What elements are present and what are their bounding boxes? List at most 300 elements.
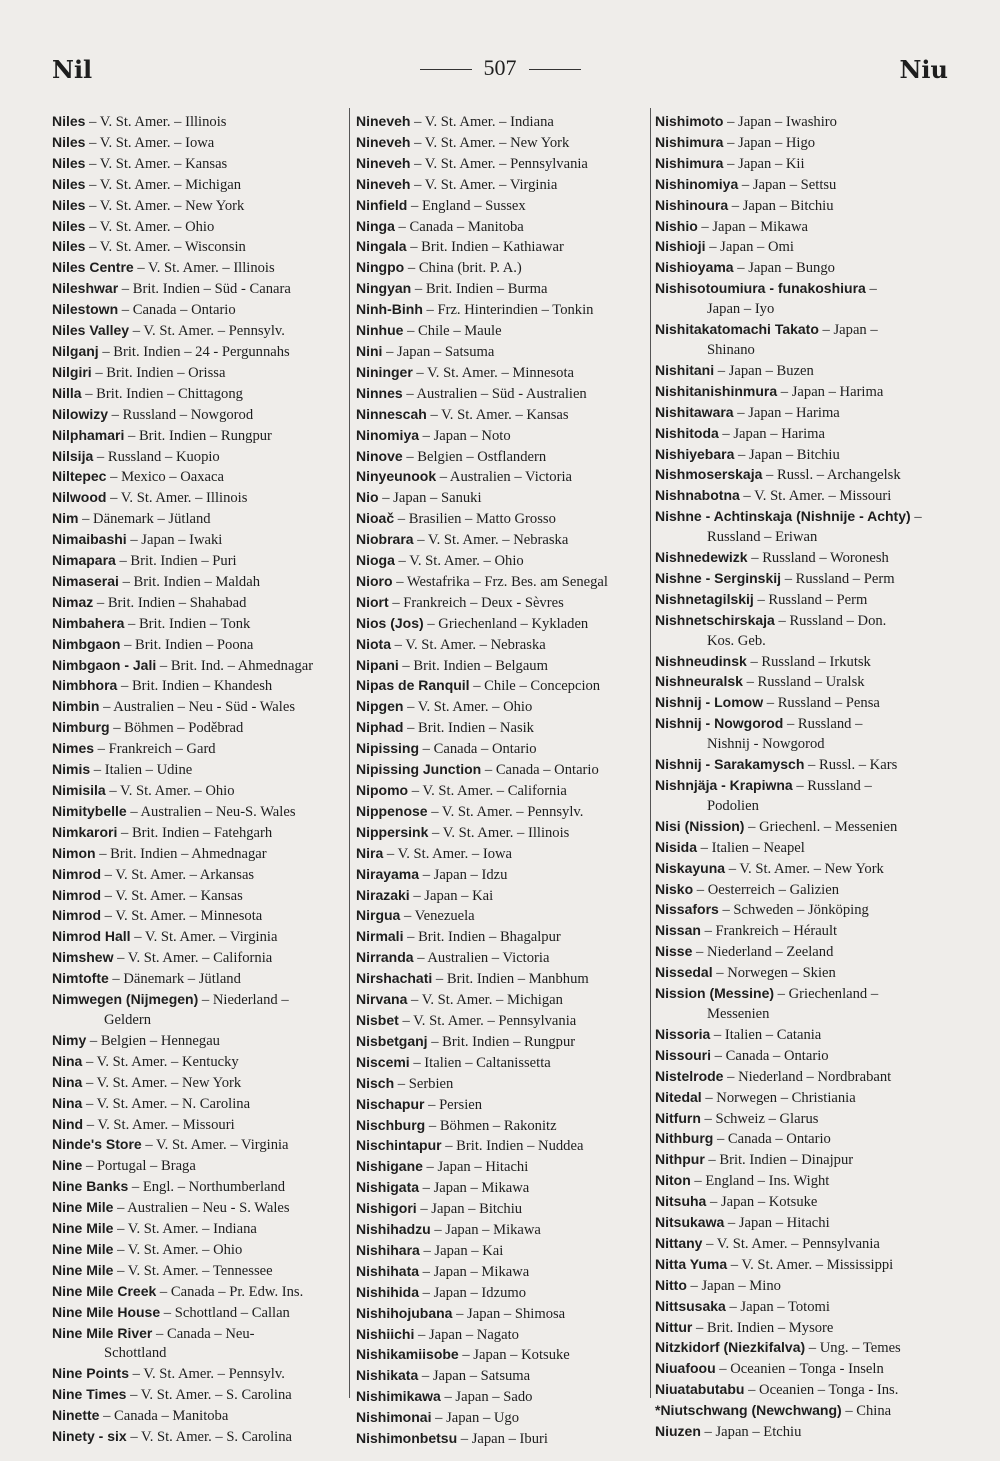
place-location: – Norwegen – Christiania [701,1089,856,1106]
gazetteer-entry [52,196,344,217]
place-location: – Brit. Indien – Tonk [124,615,251,632]
gazetteer-entry [52,405,344,426]
gazetteer-entry [356,1199,646,1220]
place-location: – Japan – Iburi [457,1431,548,1448]
place-name: Nishnetschirskaja [655,611,775,628]
place-location: – Japan – Kai [409,887,494,904]
place-name: Nishne - Achtinskaja (Nishnije - Achty) [655,508,911,525]
place-location: – Japan – Harima [733,404,840,421]
place-name: Nitedal [655,1088,702,1105]
place-name: Nirranda [356,949,414,966]
gazetteer-entry [52,1406,344,1427]
place-name: Nishimura [655,154,724,171]
place-name: Nirshachati [356,970,433,987]
place-location: – Japan – Shimosa [452,1305,566,1322]
place-name: Niskayuna [655,859,726,876]
place-location: – Japan – Hitachi [422,1159,529,1176]
gazetteer-entry [356,237,646,258]
place-name: Nine Mile [52,1220,114,1237]
place-location: – V. St. Amer. – New York [410,134,570,151]
place-location: – Brit. Ind. – Ahmednagar [156,657,314,674]
gazetteer-entry [655,175,950,196]
place-name: Ninfield [356,196,408,213]
place-name: Niles [52,238,86,255]
gazetteer-entry [52,572,344,593]
place-location: – Brit. Indien – Ahmednagar [95,845,267,862]
place-name: Nisko [655,880,694,897]
gazetteer-entry [52,1427,344,1448]
place-name: Nitto [655,1276,687,1293]
place-location: – V. St. Amer. – Ohio [394,553,524,570]
place-name: Nimrod [52,886,101,903]
place-location: – Australien – Neu - S. Wales [113,1200,290,1217]
gazetteer-entry [356,760,646,781]
entry-continuation: Messenien [707,1005,770,1022]
gazetteer-entry [52,781,344,802]
place-location: – Italien – Neapel [697,839,805,856]
gazetteer-entry [356,405,646,426]
place-name: Nimrod [52,865,101,882]
gazetteer-entry [655,382,950,403]
place-location: – Brit. Indien – Orissa [91,364,226,381]
gazetteer-entry [356,321,646,342]
gazetteer-entry [356,886,646,907]
place-location: – V. St. Amer. – Michigan [85,176,242,193]
place-location: – V. St. Amer. – Pennsylv. [427,803,584,820]
place-location: – V. St. Amer. – Kentucky [82,1053,239,1070]
gazetteer-entry [655,1359,950,1380]
gazetteer-entry [52,1282,344,1303]
place-location: – Westafrika – Frz. Bes. am Senegal [392,573,608,590]
place-location: – China [841,1403,892,1420]
gazetteer-entry [655,486,950,507]
place-name: Nisi (Nission) [655,817,745,834]
place-name: Nininger [356,363,413,380]
gazetteer-entry [52,865,344,886]
place-name: Nischburg [356,1116,426,1133]
place-location: – Italien – Udine [90,762,193,779]
place-name: Niort [356,593,389,610]
place-name: Nim [52,510,79,527]
place-location: – V. St. Amer. – Illinois [133,260,275,277]
place-location: – Brit. Indien – Mysore [692,1319,834,1336]
gazetteer-entry [52,530,344,551]
gazetteer-entry [52,844,344,865]
place-name: Nimbhora [52,677,118,694]
place-name: Niles Valley [52,322,130,339]
gazetteer-entry [356,906,646,927]
place-location: – Niederland – Zeeland [692,944,834,961]
place-location: – V. St. Amer. – Pennsylvania [702,1235,880,1252]
gazetteer-entry [356,823,646,844]
place-name: Nineveh [356,154,411,171]
gazetteer-entry [655,817,950,838]
place-location: – V. St. Amer. – Kansas [85,155,228,172]
page-header [52,55,948,91]
gazetteer-entry [356,1345,646,1366]
place-name: Nishitani [655,361,715,378]
place-name: Nishmoserskaja [655,466,763,483]
place-name: Nimtofte [52,970,109,987]
place-location: – V. St. Amer. – New York [725,860,884,877]
place-name: Nishitoda [655,424,719,441]
place-location: – Russland – Uralsk [742,674,865,691]
gazetteer-entry [356,1325,646,1346]
place-location: – Japan – Bitchiu [728,197,834,214]
place-name: Niphad [356,719,404,736]
place-name: Nimaserai [52,572,119,589]
gazetteer-entry [356,1429,646,1450]
entry-continuation: Shinano [707,341,755,358]
place-name: Nimon [52,844,96,861]
place-name: Nilla [52,384,82,401]
gazetteer-entry [52,1135,344,1156]
place-name: Niles [52,154,86,171]
place-location: – V. St. Amer. – Missouri [83,1116,235,1133]
place-name: Nimapara [52,552,116,569]
place-location: – Brit. Indien – Nasik [403,720,534,737]
place-location: – Persien [424,1096,483,1113]
place-location: – Australien – Neu-S. Wales [126,803,296,820]
place-location: – Dänemark – Jütland [108,971,241,988]
place-location: – Australien – Neu - Süd - Wales [99,699,295,716]
place-name: Nine Mile [52,1199,114,1216]
gazetteer-column-3 [655,112,950,1441]
place-location: – Frankreich – Hérault [700,923,838,940]
gazetteer-entry [52,1324,344,1365]
gazetteer-entry [356,676,646,697]
place-name: Nishigata [356,1179,420,1196]
place-location: – Böhmen – Rakonitz [425,1117,557,1134]
gazetteer-entry [356,551,646,572]
place-location: – Brit. Indien – Fatehgarh [117,824,273,841]
place-location: – V. St. Amer. – Pennsylvania [398,1012,577,1029]
gazetteer-entry [52,760,344,781]
gazetteer-entry [52,1094,344,1115]
place-location: – Brit. Indien – Bhagalpur [403,929,561,946]
place-location: – Brit. Indien – Maldah [118,573,260,590]
place-location: – V. St. Amer. – N. Carolina [82,1095,251,1112]
place-name: Nine Banks [52,1178,129,1195]
gazetteer-entry [52,1198,344,1219]
gazetteer-entry [52,154,344,175]
gazetteer-entry [655,611,950,652]
place-name: Nimy [52,1031,87,1048]
gazetteer-entry [655,217,950,238]
place-location: – Japan – Bitchiu [416,1201,523,1218]
gazetteer-column-2 [356,112,646,1448]
place-name: Nisbet [356,1011,399,1028]
gazetteer-entry [655,1213,950,1234]
place-name: Niles [52,175,86,192]
gazetteer-entry [52,739,344,760]
entry-continuation: Podolien [707,797,759,814]
place-location: – Japan – Etchiu [700,1424,802,1441]
place-location: – V. St. Amer. – Pennsylv. [129,323,285,340]
gazetteer-entry [655,1234,950,1255]
gazetteer-entry [356,697,646,718]
place-name: Nishisotoumiura - funakoshiura [655,280,866,297]
place-location: – V. St. Amer. – Minnesota [412,364,575,381]
place-location: – Griechenland – [774,986,879,1003]
place-name: Ninga [356,217,395,234]
gazetteer-entry [356,342,646,363]
place-location: – V. St. Amer. – Ohio [105,783,235,799]
place-location: – Böhmen – Poděbrad [109,720,244,737]
gazetteer-entry [356,447,646,468]
place-location: – Griechenland – Kykladen [423,615,589,632]
gazetteer-entry [356,865,646,886]
gazetteer-entry [356,112,646,133]
place-location: – Serbien [394,1075,454,1092]
place-location: – [910,509,922,526]
place-location: – V. St. Amer. – Minnesota [101,908,263,925]
gazetteer-entry [655,1297,950,1318]
place-name: Nishitawara [655,403,734,420]
place-location: – Frankreich – Gard [94,741,216,758]
gazetteer-entry [356,258,646,279]
place-location: – V. St. Amer. – Indiana [113,1221,257,1238]
gazetteer-entry [655,1109,950,1130]
place-name: Niltepec [52,468,107,485]
place-name: Nisch [356,1074,395,1091]
place-location: – Japan – Mikawa [430,1222,541,1239]
place-name: Nimaz [52,593,94,610]
gazetteer-entry [655,1338,950,1359]
place-location: – Russland – Irkutsk [746,653,871,670]
place-name: Nioga [356,552,395,569]
gazetteer-entry [655,1255,950,1276]
place-location: – Russland – Kuopio [93,448,220,465]
page-number: 507 [483,55,517,80]
place-name: Nisbetganj [356,1032,428,1049]
place-name: Nishimonbetsu [356,1430,458,1447]
gazetteer-entry [52,112,344,133]
gazetteer-entry [356,781,646,802]
place-name: Nipas de Ranquil [356,677,470,694]
gazetteer-entry [52,237,344,258]
place-name: Ninhue [356,322,404,339]
place-location: – Japan – Higo [723,134,816,151]
place-name: Nilestown [52,301,119,318]
place-location: – Russland – Nowgorod [108,406,254,423]
gazetteer-entry [655,1088,950,1109]
gazetteer-entry [356,635,646,656]
place-location: – Japan – Kai [419,1242,504,1259]
place-location: – Japan – Hitachi [724,1215,830,1232]
place-name: Nittur [655,1318,693,1335]
place-name: Nishnabotna [655,487,740,504]
place-name: Nira [356,844,384,861]
page-number-block [52,55,948,81]
gazetteer-entry [356,1304,646,1325]
place-name: Nitta Yuma [655,1255,728,1272]
place-name: Nippersink [356,823,429,840]
place-location: – V. St. Amer. – S. Carolina [126,1387,292,1404]
gazetteer-entry [52,279,344,300]
place-location: – V. St. Amer. – Virginia [130,929,278,946]
place-location: – V. St. Amer. – Ohio [85,218,215,235]
entry-continuation: Nishnij - Nowgorod [707,736,825,753]
gazetteer-entry [655,880,950,901]
place-name: Nishio [655,217,698,234]
place-location: – Brasilien – Matto Grosso [394,511,556,528]
gazetteer-entry [52,1303,344,1324]
place-name: Nishimikawa [356,1388,441,1405]
entry-continuation: Japan – Iyo [707,301,775,318]
gazetteer-entry [655,963,950,984]
place-name: Niton [655,1172,691,1189]
place-location: – Schottland – Callan [160,1304,290,1321]
place-name: Nithburg [655,1130,714,1147]
place-location: – Dänemark – Jütland [78,511,211,528]
gazetteer-entry [356,1220,646,1241]
place-location: – Japan – Satsuma [418,1368,531,1385]
place-name: Nissoria [655,1025,711,1042]
gazetteer-entry [52,258,344,279]
place-name: Nimbahera [52,614,125,631]
gazetteer-entry [655,942,950,963]
place-name: Nimrod Hall [52,928,131,945]
place-name: Nineveh [356,133,411,150]
gazetteer-entry [655,672,950,693]
place-location: – V. St. Amer. – Pennsylv. [129,1366,285,1383]
place-location: – Australien – Victoria [413,950,550,967]
place-location: – V. St. Amer. – New York [85,197,245,214]
place-name: Nio [356,489,379,506]
place-name: Niles [52,133,86,150]
place-location: – V. St. Amer. – Virginia [141,1137,289,1154]
gazetteer-entry [356,1283,646,1304]
place-name: Nimbgaon [52,635,121,652]
gazetteer-entry [356,927,646,948]
place-name: Nischintapur [356,1137,442,1154]
gazetteer-entry [356,279,646,300]
place-name: Ninnescah [356,405,427,422]
place-name: Nitsukawa [655,1214,725,1231]
place-name: Nineveh [356,113,411,129]
entry-continuation: Russland – Eriwan [707,529,818,546]
place-name: Nishikata [356,1367,419,1384]
gazetteer-entry [52,635,344,656]
place-location: – England – Sussex [407,197,526,214]
gazetteer-entry [655,133,950,154]
place-location: – Niederland – [198,992,289,1009]
place-location: – Venezuela [400,908,475,925]
gazetteer-entry [655,652,950,673]
place-location: – V. St. Amer. – Nebraska [413,532,569,549]
gazetteer-entry [356,844,646,865]
gazetteer-entry [655,590,950,611]
place-location: – Japan – Mikawa [419,1180,530,1197]
place-name: Nirazaki [356,886,410,903]
place-name: Niuafoou [655,1360,716,1377]
gazetteer-entry [356,948,646,969]
place-location: – Brit. Indien – Poona [120,636,254,653]
gazetteer-entry [52,447,344,468]
gazetteer-entry [52,488,344,509]
gazetteer-entry [655,1276,950,1297]
place-location: – V. St. Amer. – Mississippi [727,1256,894,1273]
place-location: – Griechenl. – Messenien [744,818,898,835]
place-location: – Japan – Kotsuke [458,1347,570,1364]
place-name: Nishinomiya [655,175,739,192]
gazetteer-entry [52,1261,344,1282]
gazetteer-entry [655,569,950,590]
place-location: – Brit. Indien – Belgaum [398,657,548,674]
gazetteer-entry [356,1262,646,1283]
place-name: Ninove [356,447,403,464]
place-location: – Japan – Bungo [733,260,835,277]
place-location: – Brit. Indien – Nuddea [441,1138,584,1155]
place-location: – Japan – Sanuki [378,490,482,507]
place-name: Nimburg [52,719,110,736]
place-location: – V. St. Amer. – Ohio [113,1241,243,1258]
gazetteer-entry [52,300,344,321]
header-rule-left [420,69,472,70]
gazetteer-entry [655,693,950,714]
place-name: Ninh-Binh [356,301,423,318]
gazetteer-entry [52,1364,344,1385]
gazetteer-entry [655,403,950,424]
gazetteer-entry [52,1115,344,1136]
gazetteer-entry [52,1177,344,1198]
place-name: Nind [52,1115,84,1132]
place-location: – V. St. Amer. – Iowa [383,845,513,862]
place-location: – Brit. Indien – Dinajpur [704,1152,854,1169]
gazetteer-entry [655,279,950,320]
gazetteer-entry [655,112,950,133]
place-name: Nine Points [52,1365,130,1382]
place-location: – China (brit. P. A.) [404,260,522,277]
place-location: – Japan – Buzen [714,362,814,379]
gazetteer-entry [52,1031,344,1052]
place-name: Nitzkidorf (Niezkifalva) [655,1339,806,1356]
place-location: – Brit. Indien – Manbhum [432,971,589,988]
gazetteer-entry [52,1385,344,1406]
place-name: Nimis [52,761,91,778]
place-location: – Canada – Manitoba [394,218,524,235]
gazetteer-entry [356,1116,646,1137]
gazetteer-entry [356,530,646,551]
gazetteer-entry [52,593,344,614]
place-name: Nioač [356,510,395,527]
gazetteer-entry [356,718,646,739]
gazetteer-entry [655,1150,950,1171]
gazetteer-entry [356,467,646,488]
place-location: – Oceanien – Tonga - Ins. [744,1382,899,1399]
place-name: Niles [52,113,86,129]
gazetteer-entry [52,1156,344,1177]
place-location: – Canada – Ontario [481,762,599,779]
place-name: Nilowizy [52,405,109,422]
place-location: – Canada – Ontario [711,1047,829,1064]
place-location: – Norwegen – Skien [712,965,836,982]
place-name: Ninyeunook [356,468,437,485]
place-name: Nishiichi [356,1325,415,1342]
place-name: Nilwood [52,489,107,506]
entry-continuation: Kos. Geb. [707,632,766,649]
place-location: – Brit. Indien – 24 - Pergunnahs [98,343,290,360]
gazetteer-entry [356,739,646,760]
place-name: Nipani [356,656,399,673]
gazetteer-entry [356,1178,646,1199]
place-name: Nistelrode [655,1067,724,1084]
place-location: – V. St. Amer. – Indiana [410,114,554,130]
place-name: Nishnetagilskij [655,590,754,607]
place-location: – Italien – Caltanissetta [409,1054,551,1071]
place-name: Nishnjäja - Krapiwna [655,777,793,793]
